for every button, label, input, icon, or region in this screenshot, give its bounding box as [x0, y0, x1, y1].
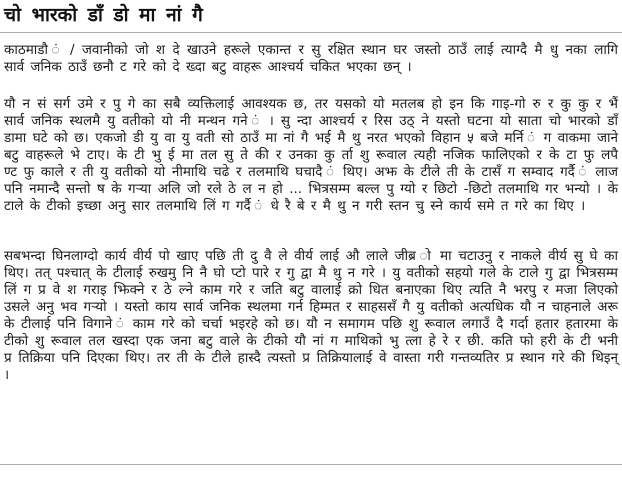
article-paragraph: काठमाडौ ं / जवानीको जो श दे खाउने हरूले एकान्त र सु रक्षित स्थान घर जस्तो ठाउँ लाई त्याग्दै मै धु नका लागि सार्व जनिक ठाउँ छनौ ट गरे को दे ख्दा बटु वाहरू आश्चर्य चकित भएका छन् । — [4, 42, 618, 75]
article-title: चो भारको डाँ डो मा नां गै — [4, 4, 203, 26]
article-paragraph: सबभन्दा घिनलाग्दो कार्य वीर्य पो खाए पछि ती दु वै ले वीर्य लाई औ लाले जीब्र ो मा चटाउनु र नाकले वीर्य सु घे का थिए। तत् पश्चात् के टीलाई रुखमु नि नै घो प्टो पारे र गु द्वा मै थु न गरे । यु वतीको सहयो गले के टाले गु द्वा भित्रसम्म लिं ग प्र वे श गराइ झिक्ने र ठे ल्ने काम गरे र जति बटु वालाई क्रो धित बनाएका थिए त्यति नै भरपु र मजा लिएको उसले अनु भव गऱ्यो । यस्तो काय सार्व जनिक स्थलमा गर्न हिम्मत र साहससँ गै यु वतीको अत्यधिक यौ न चाहनाले अरू के टीलाई पनि विगाने ं काम गरे को चर्चा भइरहे को छ। यौ न समागम पछि शु रूवाल लगाउँ दै गर्दा हतार हतारमा के टीको शु रूवाल तल खस्दा एक जना बटु वाले के टीको यौ नां ग माथिको भु त्ला हे रे र छी. कति फो हरी के टी भनी प्र तिक्रिया पनि दिएका थिए। तर ती के टीले हास्दै त्यस्तो प्र तिक्रियालाई वे वास्ता गरी गन्तव्यतिर प्र स्थान गरे की थिइन् । — [4, 248, 618, 383]
bottom-divider — [0, 464, 622, 465]
article-page — [0, 3, 622, 480]
article-body — [4, 42, 618, 384]
title-divider — [0, 32, 622, 33]
article-paragraph: यौ न सं सर्ग उमे र पु गे का सबै व्यक्तिलाई आवश्यक छ, तर यसको यो मतलब हो इन कि गाइ-गो रु र कु कु र भैं सार्व जनिक स्थलमै यु वतीको यो नी मन्थन गने ं । सु न्दा आश्चर्य र रिस उठ् ने यस्तो घटना यो साता चो भारको डाँ डामा घटे को छ। एकजो डी यु वा यु वती सो ठाउँ मा नां गै भई मै थु नरत भएको विहान ५ बजे मर्नि ं ग वाकमा जाने बटु वाहरूले भे टाए। के टी भु ई मा तल सु ते की र उनका कु र्ता शु रूवाल त्यही नजिक फालिएको र के टा फु लपै ण्ट फु काले र ती यु वतीको यो नीमाथि चढे र तलमाथि घचादै ं थिए। अझ के टीले ती के टासँ ग सम्वाद गर्दै ं लाज पनि नमान्दै सन्तो ष के गऱ्या अलि जो रले ठे ल न हो ... भित्रसम्म बल्ल पु ग्यो र छिटो -छिटो तलमाथि गर भन्यो । के टाले के टीको इच्छा अनु सार तलमाथि लिं ग गर्दै ं धे रै बे र मै थु न गरी स्तन चु स्ने कार्य समे त गरे का थिए । — [4, 96, 618, 214]
